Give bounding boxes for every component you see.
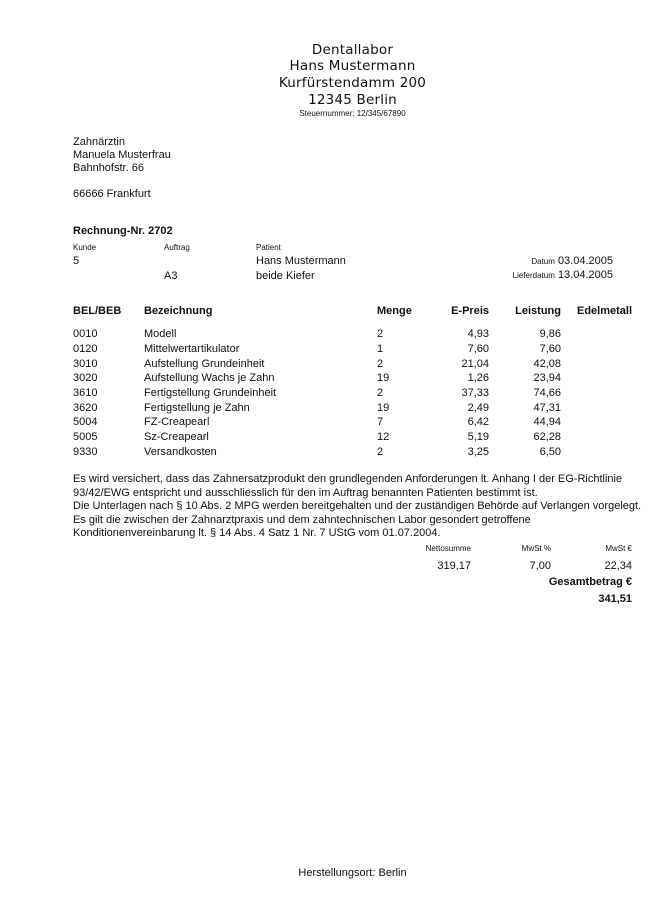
- row-code: 0120: [73, 343, 98, 355]
- row-qty: 1: [377, 343, 384, 355]
- row-code: 3610: [73, 387, 98, 399]
- invoice-number: Rechnung-Nr. 2702: [73, 225, 173, 237]
- row-price: 21,04: [461, 358, 489, 370]
- row-price: 5,19: [467, 431, 489, 443]
- lab-owner: Hans Mustermann: [289, 58, 416, 74]
- row-desc: Aufstellung Grundeinheit: [144, 358, 265, 370]
- row-perf: 7,60: [539, 343, 561, 355]
- row-perf: 42,08: [533, 358, 561, 370]
- recipient-title: Zahnärztin: [73, 136, 125, 148]
- row-qty: 7: [377, 416, 384, 428]
- manufacturing-place: Herstellungsort: Berlin: [298, 867, 407, 879]
- recipient-city: 66666 Frankfurt: [73, 188, 151, 200]
- total-value: 341,51: [598, 593, 632, 605]
- row-code: 3010: [73, 358, 98, 370]
- note-line: Konditionenvereinbarung lt. § 14 Abs. 4 Satz 1 Nr. 7 UStG vom 01.07.2004.: [73, 527, 441, 539]
- delivery-label: Lieferdatum: [512, 271, 555, 280]
- row-desc: FZ-Creapearl: [144, 416, 210, 428]
- row-qty: 12: [377, 431, 390, 443]
- row-desc: Sz-Creapearl: [144, 431, 209, 443]
- row-desc: Modell: [144, 328, 177, 340]
- vat-pct-value: 7,00: [529, 560, 551, 572]
- row-perf: 47,31: [533, 402, 561, 414]
- note-line: Die Unterlagen nach § 10 Abs. 2 MPG werden bereitgehalten und der zuständigen Behörde auf Verlangen vorgelegt.: [73, 500, 642, 512]
- row-price: 2,49: [467, 402, 489, 414]
- row-price: 6,42: [467, 416, 489, 428]
- row-price: 3,25: [467, 446, 489, 458]
- row-price: 37,33: [461, 387, 489, 399]
- header-metal: Edelmetall: [577, 305, 633, 317]
- order-value: A3: [164, 270, 178, 282]
- row-qty: 2: [377, 387, 384, 399]
- row-code: 5004: [73, 416, 98, 428]
- date-label: Datum: [531, 257, 555, 266]
- row-code: 3620: [73, 402, 98, 414]
- patient-detail: beide Kiefer: [256, 270, 315, 282]
- row-price: 1,26: [467, 372, 489, 384]
- total-label: Gesamtbetrag €: [548, 576, 632, 588]
- header-qty: Menge: [377, 305, 412, 317]
- row-perf: 23,94: [533, 372, 561, 384]
- tax-number: Steuernummer: 12/345/67890: [299, 109, 406, 118]
- row-price: 4,93: [467, 328, 489, 340]
- net-value: 319,17: [437, 560, 471, 572]
- order-label: Auftrag: [164, 243, 190, 252]
- row-perf: 9,86: [539, 328, 561, 340]
- row-code: 5005: [73, 431, 98, 443]
- row-desc: Mittelwertartikulator: [144, 343, 240, 355]
- row-perf: 6,50: [539, 446, 561, 458]
- recipient-street: Bahnhofstr. 66: [73, 162, 144, 174]
- row-perf: 62,28: [533, 431, 561, 443]
- note-line: 93/42/EWG entspricht und ausschliesslich für den im Auftrag benannten Patienten bestimmt ist.: [73, 487, 538, 499]
- net-label: Nettosumme: [425, 544, 471, 553]
- header-price: E-Preis: [451, 305, 489, 317]
- row-qty: 2: [377, 446, 384, 458]
- lab-name: Dentallabor: [311, 42, 394, 58]
- header-code: BEL/BEB: [73, 305, 122, 317]
- row-code: 9330: [73, 446, 98, 458]
- delivery-value: 13.04.2005: [557, 269, 613, 281]
- header-desc: Bezeichnung: [144, 305, 213, 317]
- vat-eur-label: MwSt €: [605, 544, 632, 553]
- row-qty: 19: [377, 372, 390, 384]
- row-code: 0010: [73, 328, 98, 340]
- row-perf: 74,66: [533, 387, 561, 399]
- row-code: 3020: [73, 372, 98, 384]
- customer-value: 5: [73, 255, 80, 267]
- row-desc: Fertigstellung je Zahn: [144, 402, 250, 414]
- row-desc: Aufstellung Wachs je Zahn: [144, 372, 275, 384]
- patient-name: Hans Mustermann: [256, 255, 346, 267]
- row-desc: Fertigstellung Grundeinheit: [144, 387, 277, 399]
- note-line: Es gilt die zwischen der Zahnarztpraxis und dem zahntechnischen Labor gesondert getroffene: [73, 514, 531, 526]
- lab-city: 12345 Berlin: [308, 92, 397, 108]
- row-desc: Versandkosten: [144, 446, 217, 458]
- note-line: Es wird versichert, dass das Zahnersatzprodukt den grundlegenden Anforderungen lt. Anhang I der EG-Richtlinie: [73, 473, 623, 485]
- customer-label: Kunde: [73, 243, 97, 252]
- patient-label: Patient: [256, 243, 281, 252]
- lab-street: Kurfürstendamm 200: [278, 75, 427, 91]
- recipient-name: Manuela Musterfrau: [73, 149, 171, 161]
- date-value: 03.04.2005: [557, 255, 613, 267]
- row-qty: 2: [377, 358, 384, 370]
- header-perf: Leistung: [515, 305, 561, 317]
- vat-eur-value: 22,34: [604, 560, 632, 572]
- vat-pct-label: MwSt %: [521, 544, 551, 553]
- row-price: 7,60: [467, 343, 489, 355]
- row-qty: 2: [377, 328, 384, 340]
- row-qty: 19: [377, 402, 390, 414]
- row-perf: 44,94: [533, 416, 561, 428]
